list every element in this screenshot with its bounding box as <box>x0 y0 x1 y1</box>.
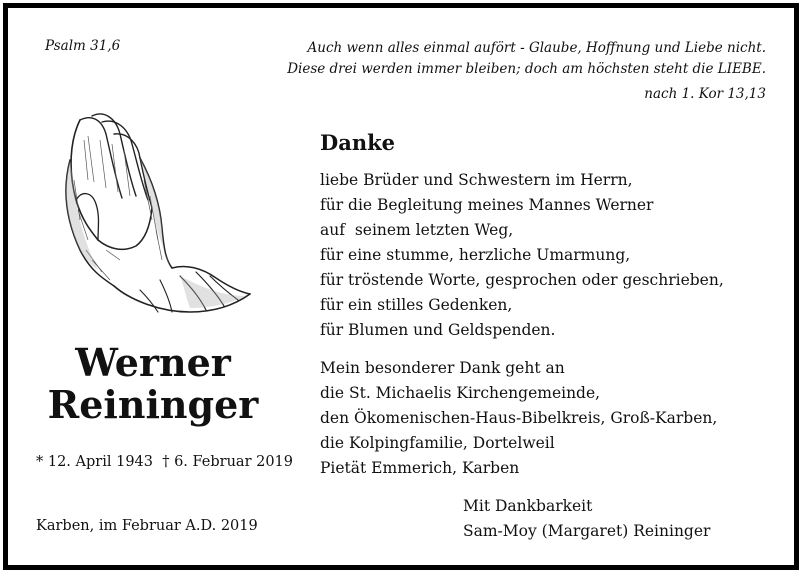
quote-line: Diese drei werden immer bleiben; doch am höchsten steht die LIEBE. <box>287 61 766 77</box>
last-name: Reininger <box>47 382 259 427</box>
thanks-line: den Ökomenischen-Haus-Bibelkreis, Groß-Karben, <box>320 409 718 427</box>
thanks-line: die St. Michaelis Kirchengemeinde, <box>320 384 601 402</box>
quote-source: nach 1. Kor 13,13 <box>644 86 766 102</box>
thanks-text-block-2 <box>320 356 717 481</box>
thanks-line: für tröstende Worte, gesprochen oder geschrieben, <box>320 271 724 289</box>
bible-quote <box>287 38 766 80</box>
praying-hands-icon <box>40 100 275 325</box>
thanks-line: für die Begleitung meines Mannes Werner <box>320 196 654 214</box>
thanks-line: für Blumen und Geldspenden. <box>320 321 556 339</box>
deceased-name <box>26 342 280 426</box>
thanks-heading: Danke <box>320 130 395 155</box>
quote-line: Auch wenn alles einmal aufört - Glaube, Hoffnung und Liebe nicht. <box>307 40 766 56</box>
psalm-reference: Psalm 31,6 <box>45 38 121 54</box>
thanks-text-block-1 <box>320 168 724 343</box>
first-name: Werner <box>75 340 231 385</box>
thanks-line: für eine stumme, herzliche Umarmung, <box>320 246 631 264</box>
thanks-line: für ein stilles Gedenken, <box>320 296 513 314</box>
thanks-line: Mein besonderer Dank geht an <box>320 359 565 377</box>
thanks-line: Pietät Emmerich, Karben <box>320 459 520 477</box>
thanks-line: die Kolpingfamilie, Dortelweil <box>320 434 555 452</box>
praying-hands-illustration <box>40 100 275 325</box>
thanks-line: liebe Brüder und Schwestern im Herrn, <box>320 171 633 189</box>
signature-name: Sam-Moy (Margaret) Reininger <box>463 522 711 540</box>
thanks-line: auf seinem letzten Weg, <box>320 221 514 239</box>
closing-signature <box>463 494 710 544</box>
life-dates: * 12. April 1943 † 6. Februar 2019 <box>36 454 294 470</box>
closing-line: Mit Dankbarkeit <box>463 497 593 515</box>
place-date: Karben, im Februar A.D. 2019 <box>36 518 258 534</box>
